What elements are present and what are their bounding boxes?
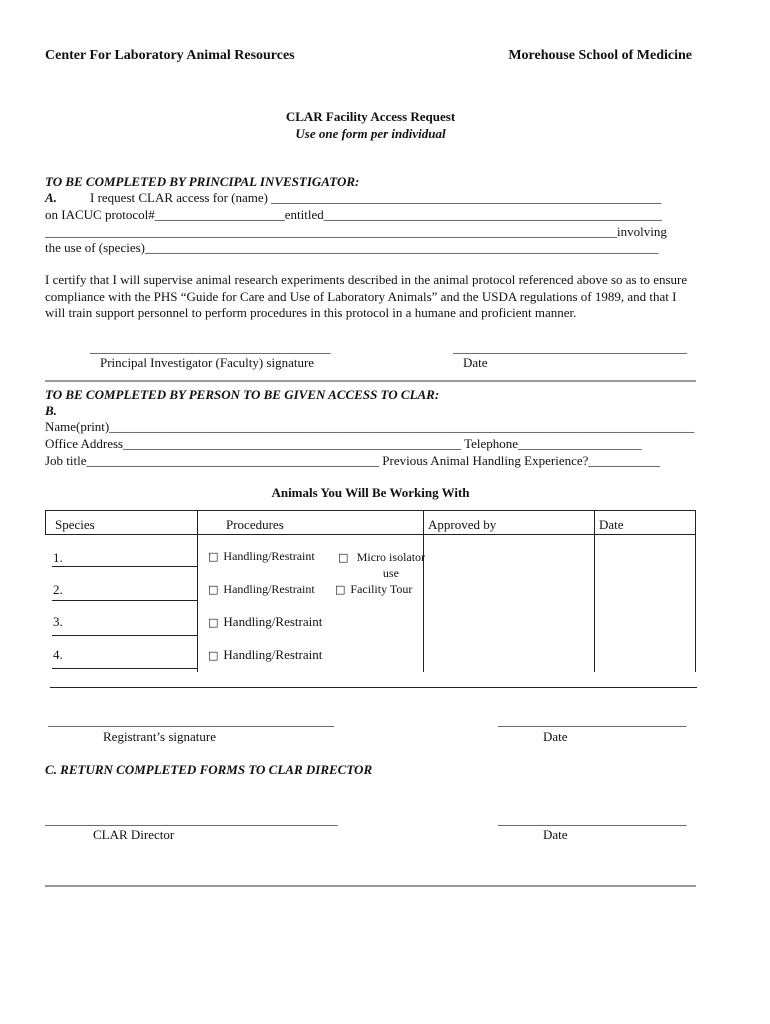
table-bottom-rule (50, 687, 697, 688)
animals-table-title: Animals You Will Be Working With (271, 485, 470, 500)
director-signature-label: CLAR Director (93, 827, 175, 842)
col-header-procedures: Procedures (226, 517, 284, 532)
table-left-border (45, 510, 46, 535)
checkbox-icon[interactable]: □ (338, 551, 349, 564)
form-title: CLAR Facility Access Request (285, 109, 456, 124)
header-left: Center For Laboratory Animal Resources (45, 48, 295, 63)
pi-signature-label: Principal Investigator (Faculty) signature (100, 355, 315, 370)
section-c-heading: C. RETURN COMPLETED FORMS TO CLAR DIRECTOR (45, 762, 373, 777)
protocol-title-line[interactable]: ________________________________________________________________________________________involving (45, 224, 667, 239)
checkbox-icon[interactable]: □ (208, 583, 219, 596)
col-header-species: Species (55, 517, 95, 532)
col-header-approved-by: Approved by (428, 517, 497, 532)
species-row-line (52, 600, 197, 601)
checkbox-icon[interactable]: □ (208, 649, 219, 662)
table-col-divider (197, 510, 198, 672)
pi-signature-line[interactable]: _____________________________________ (90, 340, 331, 355)
director-signature-line[interactable]: _____________________________________________ (45, 812, 338, 827)
section-a-heading: TO BE COMPLETED BY PRINCIPAL INVESTIGATOR: (45, 174, 360, 189)
section-divider (45, 380, 696, 382)
table-col-divider (423, 510, 424, 672)
checkbox-icon[interactable]: □ (208, 550, 219, 563)
table-header-border (45, 534, 696, 535)
species-line[interactable]: the use of (species)_______________________________________________________________________________ (45, 240, 659, 255)
procedure-option[interactable]: □ Handling/Restraint (208, 614, 323, 629)
section-a-letter: A. (45, 190, 57, 205)
office-address-line[interactable]: Office Address____________________________________________________ Telephone___________________ (45, 436, 642, 451)
form-subtitle: Use one form per individual (295, 126, 446, 141)
job-title-line[interactable]: Job title_____________________________________________ Previous Animal Handling Experience?___________ (45, 453, 660, 468)
procedure-option[interactable]: □ Handling/Restraint (208, 582, 315, 596)
pi-date-label: Date (463, 355, 488, 370)
table-right-border (695, 510, 696, 672)
section-b-letter: B. (45, 403, 57, 418)
request-access-line[interactable]: I request CLAR access for (name) ____________________________________________________________ (90, 190, 662, 205)
species-row-line (52, 566, 197, 567)
pi-date-line[interactable]: ____________________________________ (453, 340, 687, 355)
protocol-line[interactable]: on IACUC protocol#____________________entitled____________________________________________________ (45, 207, 662, 222)
checkbox-icon[interactable]: □ (335, 583, 346, 596)
bottom-divider (45, 885, 696, 887)
procedure-option[interactable]: □ Handling/Restraint (208, 647, 323, 662)
procedure-option[interactable]: □ Facility Tour (335, 582, 413, 596)
section-b-heading: TO BE COMPLETED BY PERSON TO BE GIVEN ACCESS TO CLAR: (45, 387, 440, 402)
registrant-signature-line[interactable]: ____________________________________________ (48, 713, 334, 728)
species-row-number: 3. (53, 614, 63, 629)
procedure-option[interactable]: □ Micro isolator use (338, 550, 426, 580)
registrant-date-label: Date (543, 729, 568, 744)
table-col-divider (594, 510, 595, 672)
species-row-number: 2. (53, 582, 63, 597)
registrant-signature-label: Registrant’s signature (103, 729, 217, 744)
director-date-label: Date (543, 827, 568, 842)
name-print-line[interactable]: Name(print)__________________________________________________________________________________________ (45, 419, 695, 434)
col-header-date: Date (599, 517, 624, 532)
checkbox-icon[interactable]: □ (208, 616, 219, 629)
procedure-option[interactable]: □ Handling/Restraint (208, 549, 315, 563)
header-right: Morehouse School of Medicine (508, 48, 692, 63)
certification-text: I certify that I will supervise animal research experiments described in the animal protocol referenced above so as to ensure compliance with the PHS “Guide for Care and Use of Laboratory Animals” and the USDA regulations of 1989, and that I will train support personnel to perform procedures in this protocol in a humane and proficient manner. (45, 272, 688, 320)
director-date-line[interactable]: _____________________________ (498, 812, 687, 827)
species-row-line (52, 668, 197, 669)
species-row-number: 1. (53, 550, 63, 565)
table-top-border (45, 510, 696, 511)
species-row-line (52, 635, 197, 636)
species-row-number: 4. (53, 647, 63, 662)
registrant-date-line[interactable]: _____________________________ (498, 713, 687, 728)
